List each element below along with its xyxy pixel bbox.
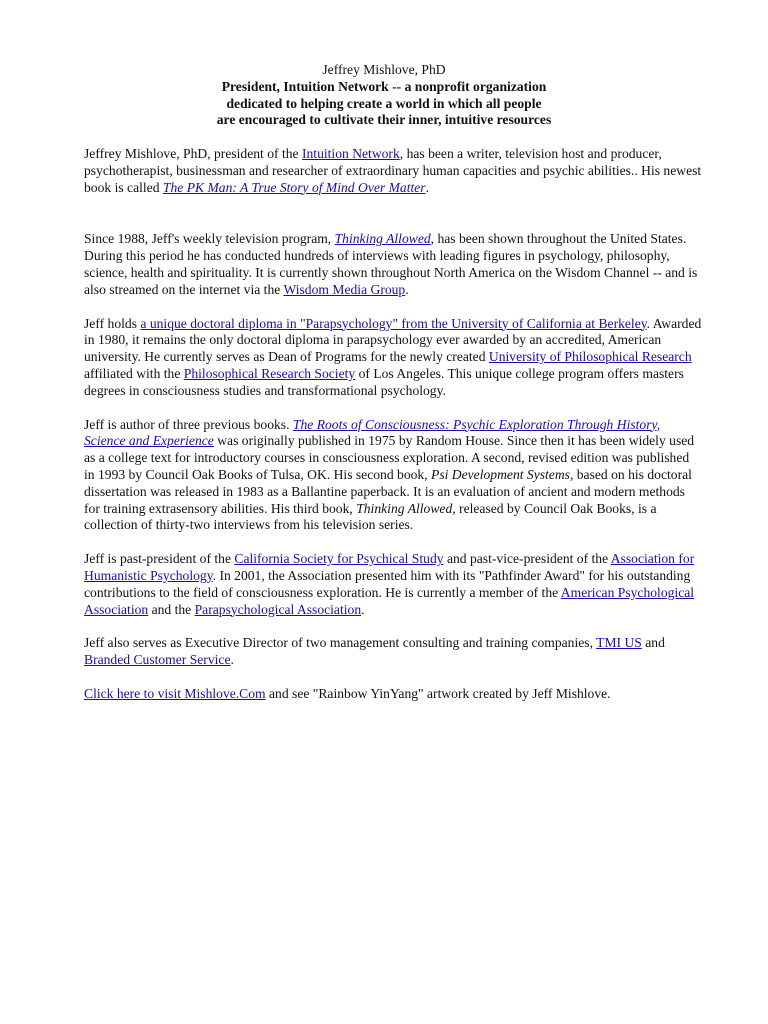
text: .: [230, 652, 234, 668]
text: affiliated with the: [84, 365, 184, 381]
paragraph-television: [84, 231, 702, 298]
paragraph-companies: [84, 635, 702, 669]
wisdom-media-group-link[interactable]: Wisdom Media Group: [283, 281, 406, 297]
thinking-allowed-link[interactable]: Thinking Allowed: [334, 231, 431, 247]
pk-man-book-link[interactable]: The PK Man: A True Story of Mind Over Matter: [162, 179, 426, 195]
text: .: [405, 281, 409, 297]
thinking-allowed-title: Thinking Allowed,: [356, 500, 456, 516]
text: Jeff is author of three previous books.: [84, 416, 293, 432]
title-line-3: are encouraged to cultivate their inner, intuitive resources: [216, 112, 552, 128]
document-body: [84, 146, 702, 720]
paragraph-associations: [84, 551, 702, 618]
text: Since 1988, Jeff's weekly television program,: [84, 231, 335, 247]
text: .: [425, 179, 429, 195]
paragraph-books: [84, 417, 702, 535]
tmi-us-link[interactable]: TMI US: [596, 635, 642, 651]
roots-of-consciousness-link[interactable]: The Roots of Consciousness: Psychic Exploration Through History, Science and Experience: [84, 416, 661, 449]
text: . Awarded in 1980, it remains the only doctoral diploma in parapsychology ever awarded by an accredited, American university. He currently serves as Dean of Programs for the newly created: [84, 315, 702, 365]
title-line-2: dedicated to helping create a world in which all people: [226, 95, 542, 111]
document-header: [0, 62, 768, 129]
branded-customer-service-link[interactable]: Branded Customer Service: [84, 652, 231, 668]
doctoral-diploma-link[interactable]: a unique doctoral diploma in "Parapsychology" from the University of California at Berkeley: [140, 315, 647, 331]
text: was originally published in 1975 by Random House. Since then it has been widely used as a college text for introductory courses in consciousness exploration. A second, revised edition was published in 1993 by Council Oak Books of Tulsa, OK. His second book,: [84, 433, 695, 482]
humanistic-psychology-link[interactable]: Association for Humanistic Psychology: [84, 551, 695, 583]
text: Jeff holds: [84, 315, 141, 331]
title-line-1: President, Intuition Network -- a nonprofit organization: [221, 78, 547, 94]
philosophical-research-society-link[interactable]: Philosophical Research Society: [183, 365, 356, 381]
author-name: Jeffrey Mishlove, PhD: [322, 62, 446, 77]
text: and see "Rainbow YinYang" artwork created by Jeff Mishlove.: [265, 685, 611, 701]
text: and: [641, 635, 665, 651]
parapsychological-association-link[interactable]: Parapsychological Association: [194, 601, 362, 617]
text: , has been shown throughout the United States. During this period he has conducted hundreds of interviews with leading figures in psychology, philosophy, science, health and spirituality. It is currently shown throughout North America on the Wisdom Channel -- and is also streamed on the internet via the: [84, 231, 698, 297]
text: released by Council Oak Books, is a collection of thirty-two interviews from his television series.: [84, 500, 657, 533]
text: Jeff also serves as Executive Director of two management consulting and training companies,: [84, 635, 597, 651]
paragraph-education: [84, 316, 702, 400]
university-philosophical-research-link[interactable]: University of Philosophical Research: [488, 349, 692, 365]
text: and past-vice-president of the: [443, 551, 611, 567]
text: based on his doctoral dissertation was released in 1983 as a Ballantine paperback. It is an evaluation of ancient and modern methods for training extrasensory abilities. His third book,: [84, 466, 692, 516]
american-psychological-association-link[interactable]: American Psychological Association: [84, 584, 695, 617]
text: Jeffrey Mishlove, PhD, president of the: [84, 146, 302, 161]
mishlove-com-link[interactable]: Click here to visit Mishlove.Com: [84, 685, 266, 701]
paragraph-intro: [84, 146, 702, 196]
text: .: [361, 601, 365, 617]
intuition-network-link[interactable]: Intuition Network: [301, 146, 400, 161]
california-society-link[interactable]: California Society for Psychical Study: [234, 551, 444, 567]
text: of Los Angeles. This unique college program offers masters degrees in consciousness studies and transformational psychology.: [84, 365, 684, 398]
text: , has been a writer, television host and producer, psychotherapist, businessman and researcher of extraordinary human capacities and psychic abilities.. His newest book is called: [84, 146, 702, 195]
psi-development-title: Psi Development Systems,: [431, 466, 574, 482]
text: . In 2001, the Association presented him with its "Pathfinder Award" for his outstanding contributions to the field of consciousness exploration. He is currently a member of the: [84, 567, 691, 600]
text: and the: [148, 601, 195, 617]
text: Jeff is past-president of the: [84, 551, 235, 567]
paragraph-website: [84, 686, 702, 703]
